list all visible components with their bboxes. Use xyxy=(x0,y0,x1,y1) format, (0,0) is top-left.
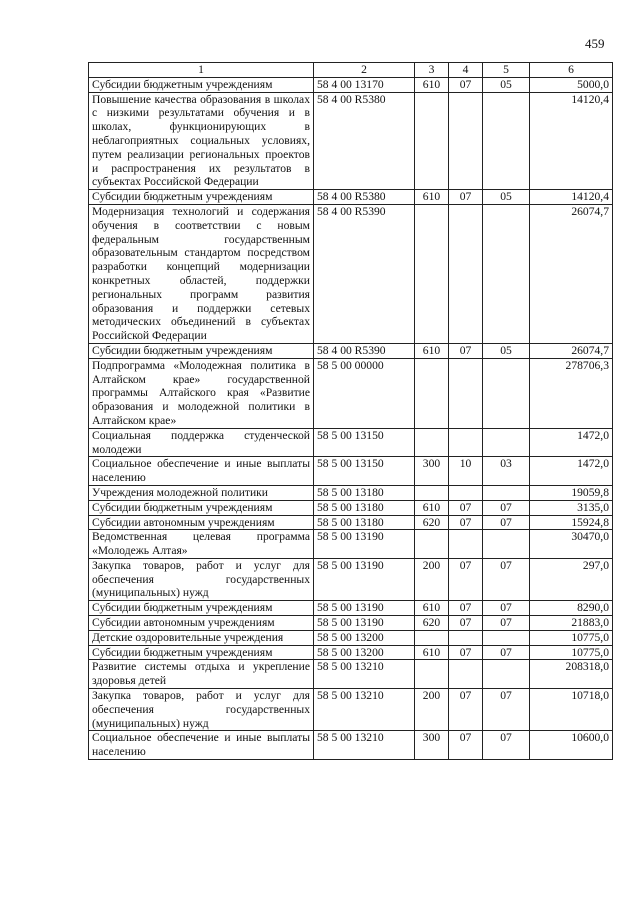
row-code-cell: 58 5 00 13200 xyxy=(314,645,415,660)
row-col4-cell xyxy=(449,485,483,500)
row-col4-cell: 10 xyxy=(449,457,483,486)
row-col3-cell: 610 xyxy=(415,343,449,358)
row-amount-cell: 10775,0 xyxy=(530,645,613,660)
row-name-cell: Детские оздоровительные учреждения xyxy=(89,630,314,645)
row-col3-cell: 620 xyxy=(415,515,449,530)
table-row xyxy=(89,601,613,616)
table-row xyxy=(89,457,613,486)
row-col4-cell xyxy=(449,428,483,457)
row-code-cell: 58 5 00 13150 xyxy=(314,428,415,457)
table-row xyxy=(89,660,613,689)
row-code-cell: 58 5 00 13180 xyxy=(314,515,415,530)
row-name-cell: Субсидии автономным учреждениям xyxy=(89,616,314,631)
row-col4-cell xyxy=(449,204,483,343)
row-code-cell: 58 5 00 13190 xyxy=(314,558,415,600)
row-code-cell: 58 4 00 R5390 xyxy=(314,343,415,358)
row-name-cell: Субсидии бюджетным учреждениям xyxy=(89,645,314,660)
row-amount-cell: 15924,8 xyxy=(530,515,613,530)
budget-table xyxy=(88,62,613,760)
row-name-cell: Субсидии бюджетным учреждениям xyxy=(89,601,314,616)
row-amount-cell: 208318,0 xyxy=(530,660,613,689)
row-col5-cell: 07 xyxy=(483,601,530,616)
row-name-cell: Субсидии бюджетным учреждениям xyxy=(89,500,314,515)
row-col4-cell: 07 xyxy=(449,77,483,92)
table-row xyxy=(89,515,613,530)
row-col3-cell: 610 xyxy=(415,190,449,205)
row-amount-cell: 21883,0 xyxy=(530,616,613,631)
row-col5-cell xyxy=(483,428,530,457)
row-code-cell: 58 4 00 13170 xyxy=(314,77,415,92)
table-row xyxy=(89,77,613,92)
column-header: 6 xyxy=(530,63,613,78)
row-col3-cell xyxy=(415,92,449,190)
row-amount-cell: 10718,0 xyxy=(530,689,613,731)
row-amount-cell: 14120,4 xyxy=(530,92,613,190)
column-header: 1 xyxy=(89,63,314,78)
table-row xyxy=(89,500,613,515)
row-col4-cell: 07 xyxy=(449,500,483,515)
column-header: 5 xyxy=(483,63,530,78)
row-code-cell: 58 5 00 13210 xyxy=(314,660,415,689)
row-col5-cell xyxy=(483,660,530,689)
row-col3-cell: 610 xyxy=(415,77,449,92)
table-row xyxy=(89,530,613,559)
row-amount-cell: 30470,0 xyxy=(530,530,613,559)
row-amount-cell: 1472,0 xyxy=(530,457,613,486)
row-name-cell: Субсидии бюджетным учреждениям xyxy=(89,190,314,205)
row-col4-cell: 07 xyxy=(449,190,483,205)
row-code-cell: 58 4 00 R5380 xyxy=(314,92,415,190)
row-col5-cell xyxy=(483,92,530,190)
row-col3-cell: 610 xyxy=(415,500,449,515)
row-col4-cell: 07 xyxy=(449,558,483,600)
row-col5-cell xyxy=(483,358,530,428)
row-col3-cell xyxy=(415,485,449,500)
table-row xyxy=(89,428,613,457)
table-row xyxy=(89,558,613,600)
row-amount-cell: 1472,0 xyxy=(530,428,613,457)
row-col5-cell: 07 xyxy=(483,689,530,731)
row-name-cell: Повышение качества образования в школах с низкими результатами обучения и в школах, функционирующих в неблагоприятных социальных условиях, путем реализации региональных проектов и распространения их результатов в субъектах Российской Федерации xyxy=(89,92,314,190)
row-code-cell: 58 5 00 13180 xyxy=(314,500,415,515)
row-code-cell: 58 5 00 13190 xyxy=(314,616,415,631)
row-amount-cell: 10775,0 xyxy=(530,630,613,645)
row-col4-cell: 07 xyxy=(449,616,483,631)
row-name-cell: Субсидии бюджетным учреждениям xyxy=(89,343,314,358)
row-col5-cell xyxy=(483,630,530,645)
row-name-cell: Субсидии автономным учреждениям xyxy=(89,515,314,530)
row-col4-cell xyxy=(449,92,483,190)
table-row xyxy=(89,689,613,731)
table-row xyxy=(89,204,613,343)
row-col5-cell: 05 xyxy=(483,343,530,358)
row-amount-cell: 26074,7 xyxy=(530,204,613,343)
table-row xyxy=(89,645,613,660)
row-col3-cell xyxy=(415,204,449,343)
row-col3-cell: 620 xyxy=(415,616,449,631)
row-name-cell: Социальное обеспечение и иные выплаты населению xyxy=(89,731,314,760)
row-code-cell: 58 5 00 13210 xyxy=(314,689,415,731)
row-col3-cell: 200 xyxy=(415,558,449,600)
row-name-cell: Подпрограмма «Молодежная политика в Алтайском крае» государственной программы Алтайского края «Развитие образования и молодежной политики в Алтайском крае» xyxy=(89,358,314,428)
row-code-cell: 58 5 00 13190 xyxy=(314,601,415,616)
row-name-cell: Закупка товаров, работ и услуг для обеспечения государственных (муниципальных) нужд xyxy=(89,558,314,600)
row-col5-cell: 07 xyxy=(483,645,530,660)
row-col5-cell: 07 xyxy=(483,500,530,515)
row-col3-cell xyxy=(415,660,449,689)
row-amount-cell: 3135,0 xyxy=(530,500,613,515)
row-col5-cell xyxy=(483,530,530,559)
table-row xyxy=(89,343,613,358)
row-code-cell: 58 5 00 00000 xyxy=(314,358,415,428)
row-amount-cell: 10600,0 xyxy=(530,731,613,760)
row-col4-cell xyxy=(449,358,483,428)
row-name-cell: Ведомственная целевая программа «Молодежь Алтая» xyxy=(89,530,314,559)
row-col4-cell xyxy=(449,530,483,559)
table-row xyxy=(89,485,613,500)
row-code-cell: 58 5 00 13190 xyxy=(314,530,415,559)
row-col5-cell: 07 xyxy=(483,558,530,600)
row-col4-cell: 07 xyxy=(449,689,483,731)
column-header: 4 xyxy=(449,63,483,78)
table-header-row xyxy=(89,63,613,78)
row-col5-cell: 03 xyxy=(483,457,530,486)
row-col4-cell: 07 xyxy=(449,515,483,530)
row-col3-cell: 300 xyxy=(415,457,449,486)
row-name-cell: Социальная поддержка студенческой молодежи xyxy=(89,428,314,457)
row-amount-cell: 19059,8 xyxy=(530,485,613,500)
row-col4-cell: 07 xyxy=(449,601,483,616)
row-col4-cell: 07 xyxy=(449,343,483,358)
row-col5-cell: 05 xyxy=(483,77,530,92)
row-col3-cell xyxy=(415,530,449,559)
table-row xyxy=(89,358,613,428)
row-col3-cell: 200 xyxy=(415,689,449,731)
row-amount-cell: 297,0 xyxy=(530,558,613,600)
row-code-cell: 58 4 00 R5380 xyxy=(314,190,415,205)
row-amount-cell: 5000,0 xyxy=(530,77,613,92)
row-col5-cell: 07 xyxy=(483,616,530,631)
row-col3-cell: 610 xyxy=(415,601,449,616)
row-name-cell: Субсидии бюджетным учреждениям xyxy=(89,77,314,92)
row-col5-cell: 05 xyxy=(483,190,530,205)
row-code-cell: 58 4 00 R5390 xyxy=(314,204,415,343)
column-header: 2 xyxy=(314,63,415,78)
row-col4-cell: 07 xyxy=(449,731,483,760)
table-row xyxy=(89,616,613,631)
page-number: 459 xyxy=(585,36,605,51)
row-col5-cell xyxy=(483,204,530,343)
row-name-cell: Социальное обеспечение и иные выплаты населению xyxy=(89,457,314,486)
table-row xyxy=(89,92,613,190)
row-code-cell: 58 5 00 13210 xyxy=(314,731,415,760)
row-code-cell: 58 5 00 13150 xyxy=(314,457,415,486)
row-code-cell: 58 5 00 13200 xyxy=(314,630,415,645)
row-col3-cell: 610 xyxy=(415,645,449,660)
table-row xyxy=(89,630,613,645)
row-col3-cell: 300 xyxy=(415,731,449,760)
row-amount-cell: 278706,3 xyxy=(530,358,613,428)
row-col4-cell: 07 xyxy=(449,645,483,660)
row-name-cell: Закупка товаров, работ и услуг для обеспечения государственных (муниципальных) нужд xyxy=(89,689,314,731)
row-col5-cell xyxy=(483,485,530,500)
row-code-cell: 58 5 00 13180 xyxy=(314,485,415,500)
row-col5-cell: 07 xyxy=(483,515,530,530)
row-amount-cell: 26074,7 xyxy=(530,343,613,358)
row-name-cell: Развитие системы отдыха и укрепление здоровья детей xyxy=(89,660,314,689)
table-row xyxy=(89,190,613,205)
row-col3-cell xyxy=(415,358,449,428)
row-col3-cell xyxy=(415,630,449,645)
row-amount-cell: 8290,0 xyxy=(530,601,613,616)
table-row xyxy=(89,731,613,760)
row-name-cell: Модернизация технологий и содержания обучения в соответствии с новым федеральным государственным образовательным стандартом посредством разработки концепций модернизации конкретных областей, поддержки региональных программ развития образования и поддержки сетевых методических объединений в субъектах Российской Федерации xyxy=(89,204,314,343)
row-col4-cell xyxy=(449,630,483,645)
row-col4-cell xyxy=(449,660,483,689)
row-amount-cell: 14120,4 xyxy=(530,190,613,205)
row-col3-cell xyxy=(415,428,449,457)
column-header: 3 xyxy=(415,63,449,78)
row-name-cell: Учреждения молодежной политики xyxy=(89,485,314,500)
row-col5-cell: 07 xyxy=(483,731,530,760)
